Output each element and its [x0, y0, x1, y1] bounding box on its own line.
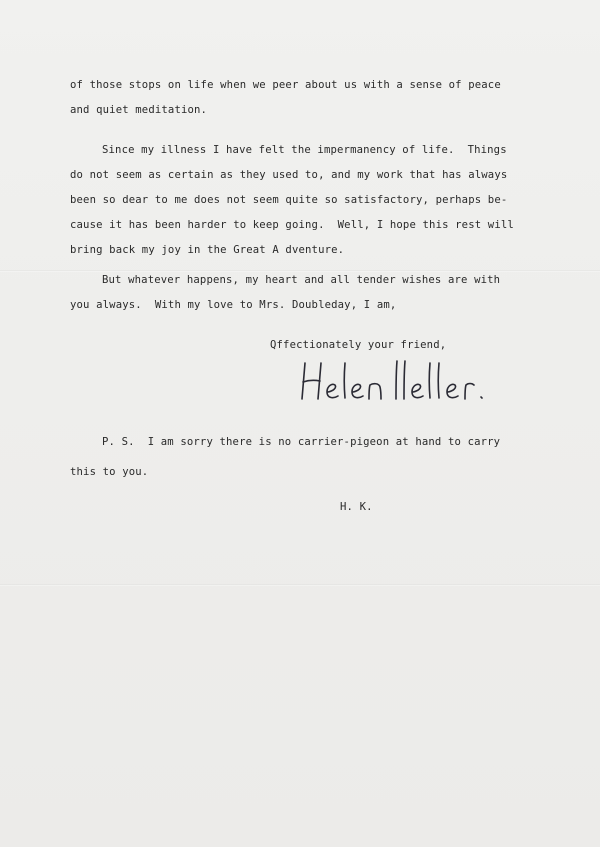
text-line: But whatever happens, my heart and all tender wishes are with: [102, 274, 501, 286]
text-line: Since my illness I have felt the impermanency of life. Things: [102, 144, 507, 156]
postscript-line: this to you.: [70, 466, 149, 478]
text-line: bring back my joy in the Great A dventure.: [70, 244, 345, 256]
text-line: of those stops on life when we peer about us with a sense of peace: [70, 79, 501, 91]
text-line: you always. With my love to Mrs. Doubleday, I am,: [70, 299, 397, 311]
initials: H. K.: [340, 501, 373, 513]
text-line: been so dear to me does not seem quite so satisfactory, perhaps be-: [70, 194, 508, 206]
closing-line: Qffectionately your friend,: [270, 339, 447, 351]
text-line: and quiet meditation.: [70, 104, 208, 116]
text-line: do not seem as certain as they used to, and my work that has always: [70, 169, 508, 181]
text-line: cause it has been harder to keep going. Well, I hope this rest will: [70, 219, 514, 231]
handwritten-signature: [295, 357, 555, 409]
postscript-line: P. S. I am sorry there is no carrier-pigeon at hand to carry: [102, 436, 501, 448]
